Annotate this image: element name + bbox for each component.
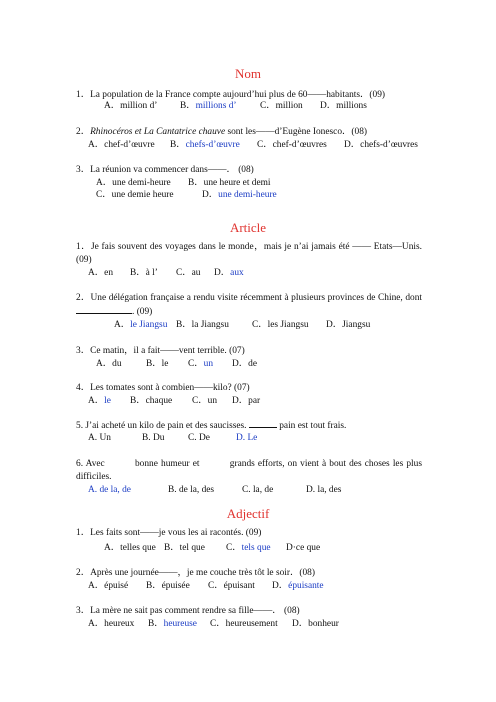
option-d-correct: épuisante (288, 581, 324, 591)
option-b: le (161, 359, 169, 369)
question-adjectif-1: 1．Les faits sont——je vous les ai racontés. (09) (76, 528, 262, 538)
options-nom-1: A．million d’ B．millions d’ C．million D．millions (104, 101, 367, 111)
option-b: B. de la, des (168, 485, 215, 495)
option-c: chef-d’œuvres (272, 140, 327, 150)
question-nom-3: 3．La réunion va commencer dans——． (08) (76, 165, 254, 175)
option-a: chef-d’œuvre (104, 140, 155, 150)
options-nom-3-row1: A．une demi-heure B．une heure et demi (96, 178, 271, 188)
option-a-correct: A. de la, de (88, 485, 131, 495)
option-b: une heure et demi (203, 178, 271, 188)
option-d: millions (336, 101, 367, 111)
option-c-correct: tels que (241, 543, 271, 553)
option-a: telles que (120, 543, 156, 553)
option-c: million (275, 101, 303, 111)
option-d: par (248, 396, 261, 406)
options-article-5 (88, 432, 257, 445)
question-adjectif-3: 3．La mère ne sait pas comment rendre sa fille——． (08) (76, 606, 300, 616)
option-b-correct: chefs-d’œuvre (185, 140, 240, 150)
question-article-3: 3．Ce matin，il a fait——vent terrible. (07) (76, 346, 245, 356)
question-nom-1: 1．La population de la France compte aujourd’hui plus de 60——habitants．(09) (76, 90, 386, 100)
options-adjectif-3: A．heureux B．heureuse C．heureusement D．bonheur (88, 619, 339, 629)
option-c: épuisant (223, 581, 255, 591)
options-adjectif-2: A．épuisé B．épuisée C．épuisant D．épuisante (88, 581, 324, 591)
option-d: chefs-d’œuvres (360, 140, 418, 150)
option-c: une demie heure (111, 190, 174, 200)
option-b: la Jiangsu (191, 320, 229, 330)
answer-blank (108, 458, 132, 466)
option-b: à l’ (145, 268, 158, 278)
question-article-4: 4．Les tomates sont à combien——kilo? (07) (76, 383, 250, 393)
options-adjectif-1: A．telles que B．tel que C．tels que D·ce que (104, 543, 321, 553)
option-a-correct: le (104, 396, 111, 406)
option-d: D. la, des (306, 485, 342, 495)
question-article-5: 5. J’ai acheté un kilo de pain et des saucisses. pain est tout frais. (76, 421, 347, 431)
option-a: million d’ (120, 101, 158, 111)
option-b-correct: heureuse (163, 619, 197, 629)
options-article-1: A．en B．à l’ C．au D．aux (88, 268, 244, 278)
option-c: au (191, 268, 201, 278)
work-titles: Rhinocéros et La Cantatrice chauve (90, 127, 226, 137)
option-c: heureusement (225, 619, 278, 629)
option-b-correct: millions d’ (195, 101, 237, 111)
option-c-correct: un (203, 359, 214, 369)
question-article-6: 6. Avec bonne humeur et grands efforts, on vient à bout des choses les plus difficiles. (76, 459, 422, 482)
section-heading-article: Article (229, 220, 267, 235)
option-c: un (207, 396, 218, 406)
options-nom-2: A．chef-d’œuvre B．chefs-d’œuvre C．chef-d’œuvres D．chefs-d’œuvres (88, 140, 418, 150)
option-c: C. De (188, 433, 210, 443)
question-article-2: 2．Une délégation française a rendu visite récemment à plusieurs provinces de Chine, dont . (09) (76, 293, 422, 317)
option-a: A. Un (88, 433, 111, 443)
question-nom-2: 2．Rhinocéros et La Cantatrice chauve sont les——d’Eugène Ionesco．(08) (76, 127, 368, 137)
option-b: épuisée (161, 581, 190, 591)
option-d: Jiangsu (342, 320, 371, 330)
options-article-2: A．le Jiangsu B．la Jiangsu C．les Jiangsu D．Jiangsu (114, 320, 371, 330)
option-a-correct: le Jiangsu (130, 320, 168, 330)
option-a: épuisé (104, 581, 129, 591)
option-c: C. la, de (242, 485, 274, 495)
section-heading-nom: Nom (235, 66, 261, 81)
question-adjectif-2: 2．Après une journée——，je me couche très tôt le soir．(08) (76, 568, 315, 578)
answer-blank (203, 458, 227, 466)
option-a: en (104, 268, 114, 278)
option-b: tel que (179, 543, 205, 553)
answer-blank (76, 305, 132, 314)
option-a: une demi-heure (112, 178, 171, 188)
option-b: chaque (145, 396, 173, 406)
options-nom-3-row2: C．une demie heure D．une demi-heure (96, 190, 277, 200)
options-article-3: A．du B．le C．un D．de (96, 359, 258, 369)
answer-blank (249, 419, 277, 428)
option-d: bonheur (308, 619, 339, 629)
option-a: heureux (104, 619, 135, 629)
options-article-6 (88, 484, 341, 497)
options-article-4: A．le B．chaque C．un D．par (88, 396, 261, 406)
option-d-correct: D. Le (236, 433, 258, 443)
option-a: du (112, 359, 122, 369)
option-d: ce que (295, 543, 321, 553)
option-d-correct: aux (230, 268, 244, 278)
option-d-correct: une demi-heure (218, 190, 277, 200)
section-heading-adjectif: Adjectif (226, 506, 270, 521)
option-c: les Jiangsu (267, 320, 309, 330)
option-b: B. Du (142, 433, 165, 443)
option-d: de (248, 359, 258, 369)
question-article-1: 1．Je fais souvent des voyages dans le monde，mais je n’ai jamais été —— Etats—Unis. (09) (76, 242, 422, 265)
